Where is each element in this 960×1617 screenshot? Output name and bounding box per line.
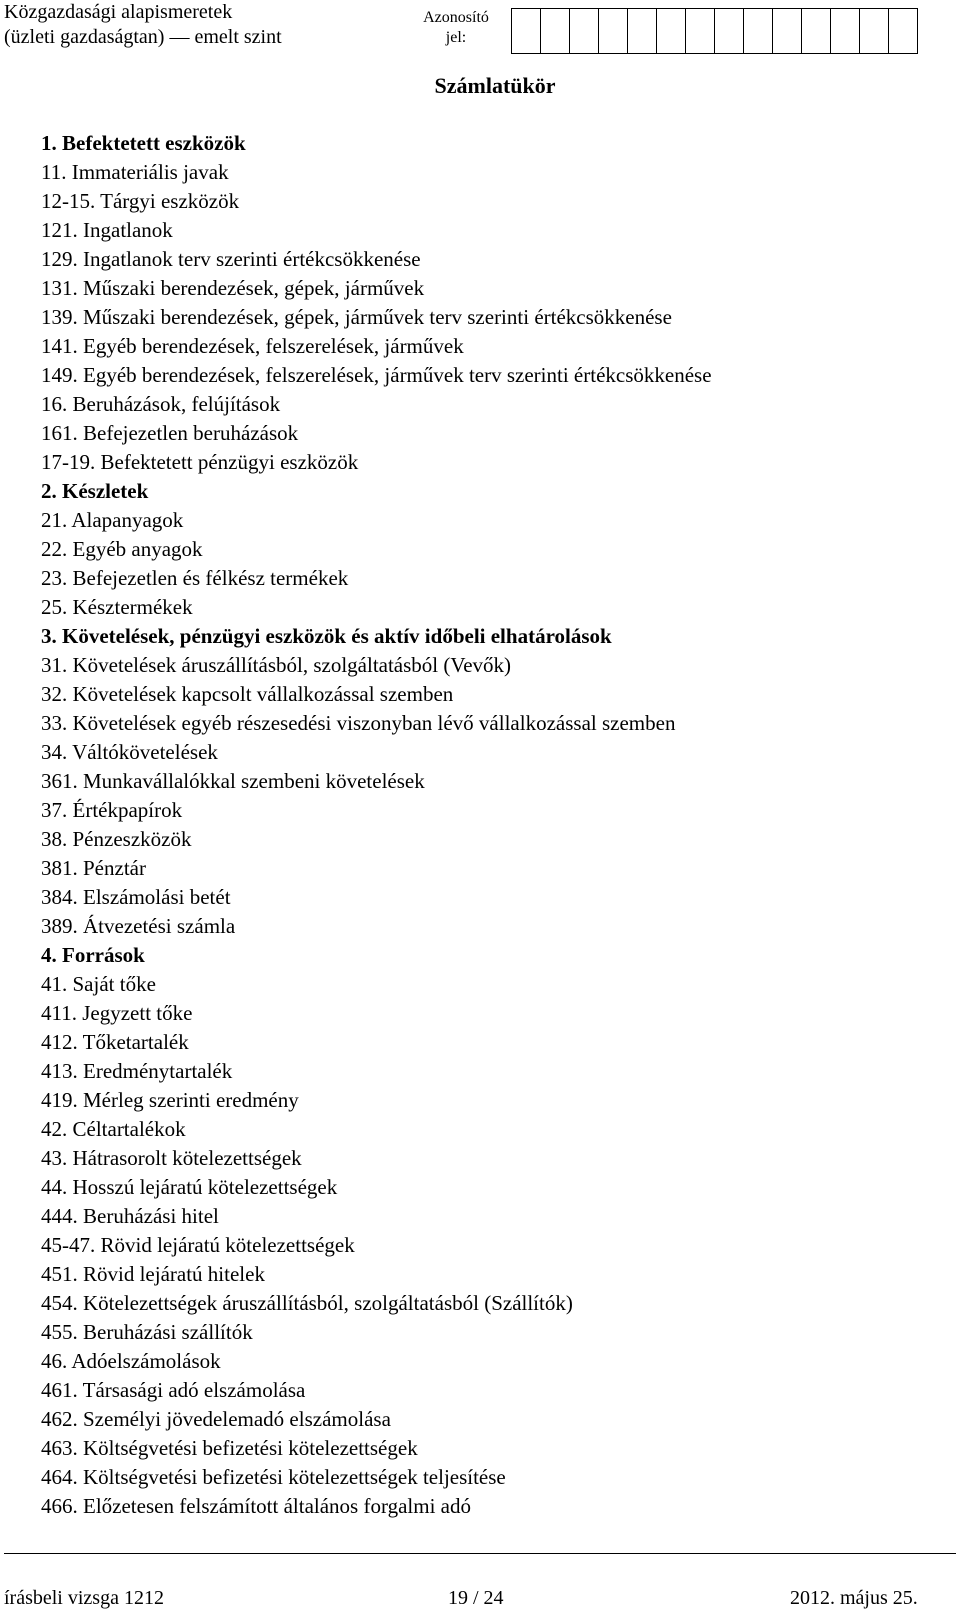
id-box[interactable]	[714, 8, 744, 54]
id-box[interactable]	[627, 8, 657, 54]
account-item: 412. Tőketartalék	[41, 1030, 189, 1054]
account-item: 22. Egyéb anyagok	[41, 537, 203, 561]
account-group-heading: 3. Követelések, pénzügyi eszközök és aktív időbeli elhatárolások	[41, 624, 612, 648]
id-box[interactable]	[598, 8, 628, 54]
id-label: Azonosító jel:	[423, 9, 489, 46]
account-item: 454. Kötelezettségek áruszállításból, szolgáltatásból (Szállítók)	[41, 1291, 573, 1315]
account-item: 41. Saját tőke	[41, 972, 156, 996]
account-item: 466. Előzetesen felszámított általános forgalmi adó	[41, 1494, 471, 1518]
account-item: 38. Pénzeszközök	[41, 827, 192, 851]
page-title: Számlatükör	[434, 73, 556, 98]
account-item: 23. Befejezetlen és félkész termékek	[41, 566, 349, 590]
footer-exam-label: írásbeli vizsga 1212	[4, 1587, 164, 1609]
account-item: 451. Rövid lejáratú hitelek	[41, 1262, 265, 1286]
subject-line-1: Közgazdasági alapismeretek	[4, 1, 233, 23]
account-item: 384. Elszámolási betét	[41, 885, 231, 909]
account-item: 389. Átvezetési számla	[41, 914, 236, 938]
document-header	[4, 0, 282, 50]
account-item: 43. Hátrasorolt kötelezettségek	[41, 1146, 302, 1170]
account-item: 33. Követelések egyéb részesedési viszonyban lévő vállalkozással szemben	[41, 711, 676, 735]
account-item: 44. Hosszú lejáratú kötelezettségek	[41, 1175, 338, 1199]
account-item: 444. Beruházási hitel	[41, 1204, 219, 1228]
id-box[interactable]	[801, 8, 831, 54]
account-item: 31. Követelések áruszállításból, szolgáltatásból (Vevők)	[41, 653, 512, 677]
account-item: 361. Munkavállalókkal szembeni követelések	[41, 769, 425, 793]
account-item: 46. Adóelszámolások	[41, 1349, 221, 1373]
id-box[interactable]	[743, 8, 773, 54]
account-item: 34. Váltókövetelések	[41, 740, 218, 764]
account-item: 462. Személyi jövedelemadó elszámolása	[41, 1407, 391, 1431]
account-item: 149. Egyéb berendezések, felszerelések, járművek terv szerinti értékcsökkenése	[41, 363, 712, 387]
footer-page-number: 19 / 24	[448, 1587, 504, 1609]
footer-divider	[4, 1553, 956, 1554]
account-item: 413. Eredménytartalék	[41, 1059, 233, 1083]
account-item: 139. Műszaki berendezések, gépek, járművek terv szerinti értékcsökkenése	[41, 305, 672, 329]
account-group-heading: 1. Befektetett eszközök	[41, 131, 246, 155]
account-item: 42. Céltartalékok	[41, 1117, 186, 1141]
account-item: 461. Társasági adó elszámolása	[41, 1378, 306, 1402]
account-item: 25. Késztermékek	[41, 595, 193, 619]
account-item: 32. Követelések kapcsolt vállalkozással szemben	[41, 682, 454, 706]
account-item: 37. Értékpapírok	[41, 798, 183, 822]
account-list	[41, 129, 712, 1521]
account-item: 131. Műszaki berendezések, gépek, járművek	[41, 276, 425, 300]
account-group-heading: 4. Források	[41, 943, 145, 967]
account-item: 11. Immateriális javak	[41, 160, 229, 184]
id-box[interactable]	[569, 8, 599, 54]
account-item: 121. Ingatlanok	[41, 218, 173, 242]
account-item: 129. Ingatlanok terv szerinti értékcsökkenése	[41, 247, 421, 271]
id-box[interactable]	[511, 8, 541, 54]
account-item: 21. Alapanyagok	[41, 508, 184, 532]
id-box[interactable]	[830, 8, 860, 54]
account-item: 12-15. Tárgyi eszközök	[41, 189, 240, 213]
account-item: 381. Pénztár	[41, 856, 146, 880]
id-box[interactable]	[540, 8, 570, 54]
id-box[interactable]	[656, 8, 686, 54]
id-box[interactable]	[859, 8, 889, 54]
footer-date: 2012. május 25.	[790, 1587, 918, 1609]
account-item: 411. Jegyzett tőke	[41, 1001, 193, 1025]
subject-line-2: (üzleti gazdaságtan) — emelt szint	[4, 26, 282, 48]
id-box[interactable]	[772, 8, 802, 54]
account-item: 141. Egyéb berendezések, felszerelések, járművek	[41, 334, 464, 358]
account-item: 45-47. Rövid lejáratú kötelezettségek	[41, 1233, 355, 1257]
account-item: 455. Beruházási szállítók	[41, 1320, 253, 1344]
account-item: 464. Költségvetési befizetési kötelezettségek teljesítése	[41, 1465, 506, 1489]
id-box[interactable]	[685, 8, 715, 54]
account-item: 16. Beruházások, felújítások	[41, 392, 281, 416]
id-box[interactable]	[888, 8, 918, 54]
account-item: 161. Befejezetlen beruházások	[41, 421, 299, 445]
account-item: 463. Költségvetési befizetési kötelezettségek	[41, 1436, 418, 1460]
id-box-row	[512, 8, 918, 54]
account-item: 419. Mérleg szerinti eredmény	[41, 1088, 299, 1112]
account-group-heading: 2. Készletek	[41, 479, 149, 503]
account-item: 17-19. Befektetett pénzügyi eszközök	[41, 450, 359, 474]
